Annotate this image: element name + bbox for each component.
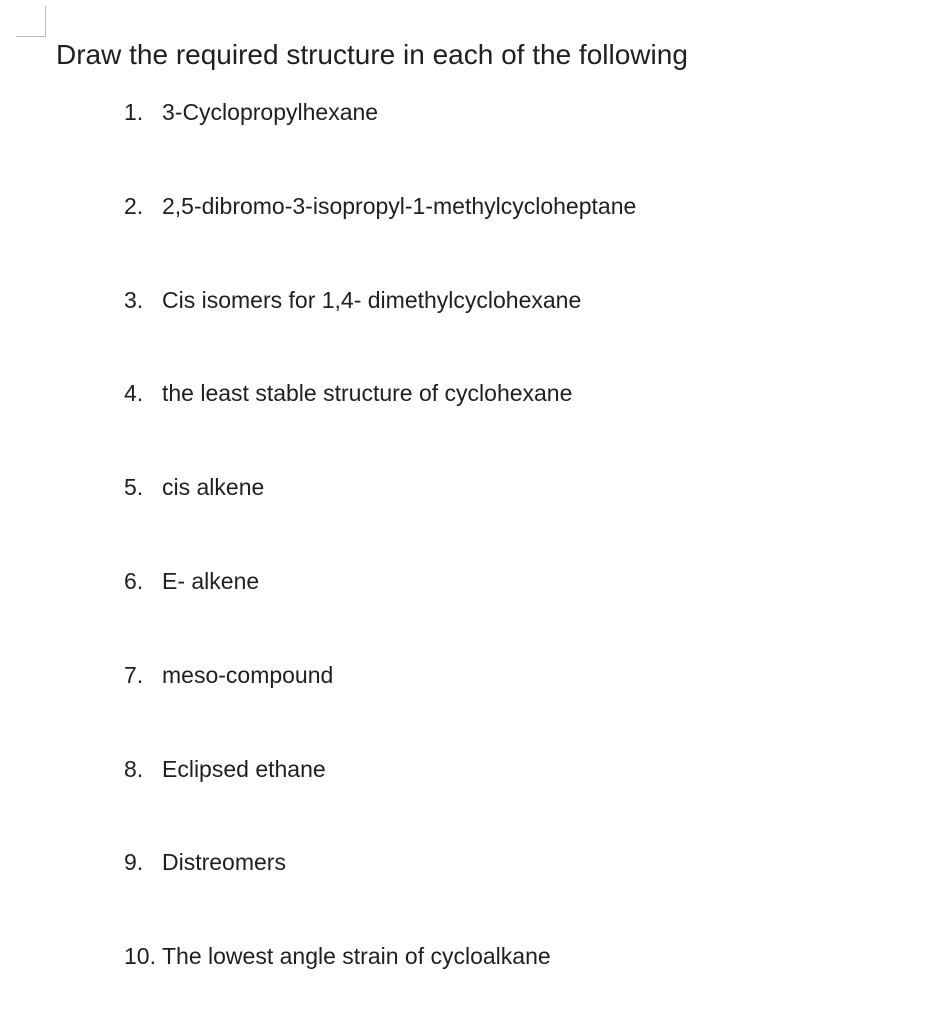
question-list [124,97,636,1035]
question-text: The lowest angle strain of cycloalkane [162,943,551,970]
list-item [124,97,636,191]
question-number: 6. [124,567,144,594]
question-text: meso-compound [162,661,334,688]
page-title: Draw the required structure in each of the following [56,39,688,70]
question-number: 3. [124,286,144,313]
list-item [124,191,636,285]
list-item [124,378,636,472]
question-text: the least stable structure of cyclohexane [162,380,573,407]
question-text: E- alkene [162,567,260,594]
list-item [124,566,636,660]
list-item [124,754,636,848]
list-item [124,847,636,941]
question-number: 9. [124,849,144,876]
list-item [124,941,636,1035]
question-text: Distreomers [162,849,286,876]
question-number: 7. [124,661,144,688]
question-number: 10. [124,943,156,970]
question-number: 4. [124,380,144,407]
list-item [124,285,636,379]
list-item [124,660,636,754]
list-item [124,472,636,566]
page-corner-mark [16,6,46,37]
question-text: 2,5-dibromo-3-isopropyl-1-methylcycloheptane [162,192,637,219]
question-text: 3-Cyclopropylhexane [162,99,379,125]
question-number: 2. [124,192,144,219]
question-text: cis alkene [162,474,265,501]
question-text: Cis isomers for 1,4- dimethylcyclohexane [162,286,582,313]
question-number: 8. [124,755,144,782]
question-text: Eclipsed ethane [162,755,326,782]
question-number: 5. [124,474,144,501]
question-number: 1. [124,99,144,125]
